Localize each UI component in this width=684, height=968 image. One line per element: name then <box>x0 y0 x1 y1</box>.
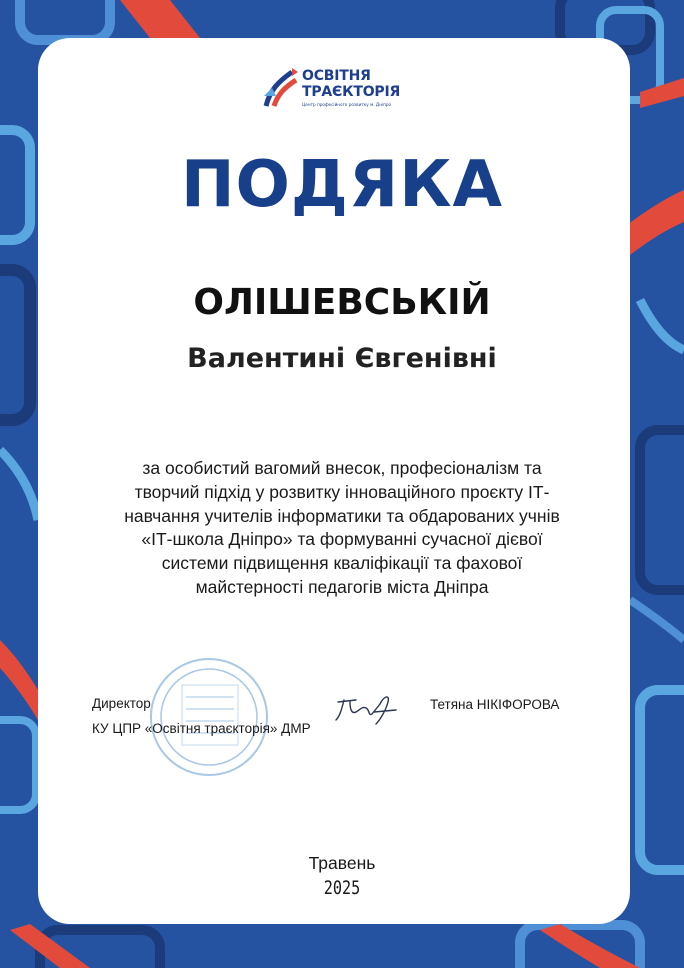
body-line: навчання учителів інформатики та обдарованих учнів <box>124 505 560 526</box>
body-line: творчий підхід у розвитку інноваційного проєкту ІТ- <box>134 481 550 502</box>
logo-text-line2: ТРАЄКТОРІЯ <box>302 84 401 100</box>
logo-text-line1: ОСВІТНЯ <box>302 68 371 84</box>
recipient-surname: ОЛІШЕВСЬКІЙ <box>193 282 491 323</box>
body-line: за особистий вагомий внесок, професіоналізм та <box>142 458 542 478</box>
issue-month: Травень <box>308 853 376 873</box>
certificate-body <box>80 457 604 600</box>
signatory-organization: КУ ЦПР «Освітня траєкторія» ДМР <box>92 721 311 736</box>
organization-logo <box>262 66 432 116</box>
trajectory-arrow-logo-icon <box>262 66 300 110</box>
signatory-position: Директор <box>92 696 151 711</box>
body-line: майстерності педагогів міста Дніпра <box>195 576 489 597</box>
issue-year: 2025 <box>323 877 361 899</box>
logo-subtitle: Центр професійного розвитку м. Дніпро <box>302 102 392 107</box>
official-round-stamp-icon <box>134 655 284 780</box>
signatory-name: Тетяна НІКІФОРОВА <box>430 697 560 712</box>
handwritten-signature-icon <box>330 690 402 726</box>
recipient-given-names: Валентині Євгенівні <box>187 343 497 374</box>
body-line: «ІТ-школа Дніпро» та формуванні сучасної дієвої <box>141 529 543 550</box>
body-line: системи підвищення кваліфікації та фахової <box>161 553 523 574</box>
certificate-title: ПОДЯКА <box>180 148 504 222</box>
